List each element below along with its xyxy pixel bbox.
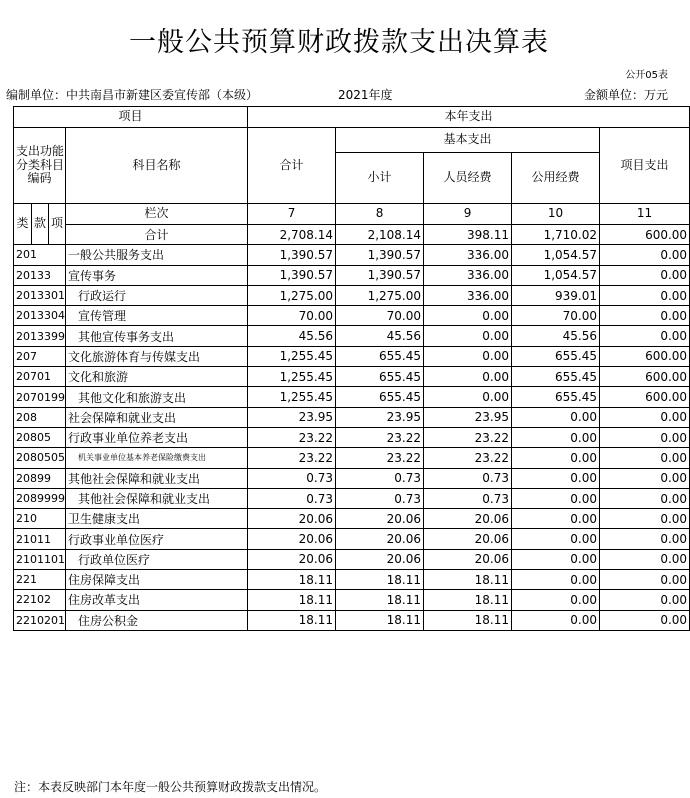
row-value: 20.06 (336, 509, 424, 529)
row-value: 0.00 (512, 509, 600, 529)
row-value: 0.73 (248, 468, 336, 488)
row-value: 0.00 (600, 265, 690, 285)
row-value: 0.00 (424, 387, 512, 407)
row-value: 1,054.57 (512, 265, 600, 285)
page-title: 一般公共预算财政拨款支出决算表 (129, 27, 549, 58)
row-value: 70.00 (248, 306, 336, 326)
header-project-exp: 项目支出 (600, 128, 690, 204)
meta-bar (6, 86, 668, 104)
row-value: 23.22 (248, 427, 336, 447)
row-code: 207 (14, 346, 66, 366)
total-row (14, 225, 690, 245)
row-value: 23.22 (424, 448, 512, 468)
row-code: 20899 (14, 468, 66, 488)
row-value: 0.73 (424, 468, 512, 488)
row-value: 0.00 (512, 488, 600, 508)
row-value: 0.00 (512, 468, 600, 488)
row-value: 23.22 (336, 448, 424, 468)
row-value: 655.45 (512, 367, 600, 387)
row-name: 一般公共服务支出 (66, 245, 248, 265)
row-value: 939.01 (512, 285, 600, 305)
row-value: 0.00 (600, 326, 690, 346)
row-value: 0.00 (512, 427, 600, 447)
row-value: 0.00 (600, 610, 690, 630)
row-value: 336.00 (424, 245, 512, 265)
row-value: 655.45 (336, 387, 424, 407)
row-value: 336.00 (424, 265, 512, 285)
row-value: 20.06 (248, 509, 336, 529)
row-name: 行政单位医疗 (66, 549, 248, 569)
row-name: 行政事业单位医疗 (66, 529, 248, 549)
row-name: 行政运行 (66, 285, 248, 305)
row-value: 18.11 (424, 610, 512, 630)
total-value: 1,710.02 (512, 225, 600, 245)
row-value: 1,275.00 (248, 285, 336, 305)
table-row (14, 590, 690, 610)
row-value: 0.73 (336, 468, 424, 488)
row-value: 0.00 (600, 245, 690, 265)
row-value: 0.00 (600, 468, 690, 488)
row-value: 600.00 (600, 367, 690, 387)
row-value: 18.11 (424, 570, 512, 590)
header-func-code-line: 编码 (27, 171, 52, 186)
total-value: 398.11 (424, 225, 512, 245)
money-unit: 金额单位：万元 (583, 88, 668, 102)
table-row (14, 448, 690, 468)
row-name: 卫生健康支出 (66, 509, 248, 529)
row-value: 70.00 (336, 306, 424, 326)
total-value: 2,708.14 (248, 225, 336, 245)
fiscal-year: 2021年度 (338, 88, 393, 102)
row-code: 22102 (14, 590, 66, 610)
row-code: 2013304 (14, 306, 66, 326)
row-code: 2080505 (14, 448, 66, 468)
table-row (14, 367, 690, 387)
row-value: 1,390.57 (336, 245, 424, 265)
header-func-code-line: 支出功能 (16, 143, 65, 158)
row-value: 0.00 (512, 448, 600, 468)
row-code: 2013399 (14, 326, 66, 346)
row-value: 0.00 (600, 285, 690, 305)
expenditure-table (13, 106, 690, 631)
row-value: 20.06 (248, 529, 336, 549)
total-value: 2,108.14 (336, 225, 424, 245)
row-value: 0.00 (424, 367, 512, 387)
table-row (14, 326, 690, 346)
col-number: 9 (424, 204, 512, 225)
header-current-year: 本年支出 (248, 107, 690, 128)
row-code: 221 (14, 570, 66, 590)
row-value: 23.95 (248, 407, 336, 427)
row-value: 0.00 (424, 326, 512, 346)
row-value: 600.00 (600, 346, 690, 366)
header-func-code (14, 128, 66, 204)
row-value: 18.11 (248, 610, 336, 630)
header-column-no: 栏次 (66, 204, 248, 225)
row-name: 文化旅游体育与传媒支出 (66, 346, 248, 366)
total-value: 600.00 (600, 225, 690, 245)
row-name: 住房公积金 (66, 610, 248, 630)
row-code: 20805 (14, 427, 66, 447)
row-code: 2089999 (14, 488, 66, 508)
table-row (14, 285, 690, 305)
row-value: 23.95 (424, 407, 512, 427)
row-value: 18.11 (336, 590, 424, 610)
row-value: 20.06 (424, 549, 512, 569)
header-lei: 类 (14, 204, 32, 245)
row-code: 20133 (14, 265, 66, 285)
row-code: 2013301 (14, 285, 66, 305)
table-row (14, 509, 690, 529)
col-number: 7 (248, 204, 336, 225)
header-subtotal: 小计 (336, 153, 424, 204)
row-name: 其他社会保障和就业支出 (66, 488, 248, 508)
row-code: 2101101 (14, 549, 66, 569)
row-value: 0.00 (600, 529, 690, 549)
form-number: 公开05表 (625, 70, 668, 81)
header-public: 公用经费 (512, 153, 600, 204)
row-value: 0.00 (600, 306, 690, 326)
row-name: 宣传事务 (66, 265, 248, 285)
row-value: 655.45 (336, 367, 424, 387)
row-code: 20701 (14, 367, 66, 387)
row-value: 45.56 (248, 326, 336, 346)
row-value: 23.22 (424, 427, 512, 447)
table-row (14, 346, 690, 366)
row-name: 其他宣传事务支出 (66, 326, 248, 346)
table-row (14, 529, 690, 549)
row-value: 20.06 (336, 549, 424, 569)
row-value: 655.45 (512, 346, 600, 366)
row-name: 住房保障支出 (66, 570, 248, 590)
row-value: 0.00 (600, 407, 690, 427)
col-number: 11 (600, 204, 690, 225)
row-value: 20.06 (424, 509, 512, 529)
row-value: 655.45 (336, 346, 424, 366)
row-value: 655.45 (512, 387, 600, 407)
row-code: 208 (14, 407, 66, 427)
row-name: 住房改革支出 (66, 590, 248, 610)
row-value: 1,275.00 (336, 285, 424, 305)
row-value: 45.56 (336, 326, 424, 346)
row-value: 18.11 (424, 590, 512, 610)
col-number: 8 (336, 204, 424, 225)
header-kuan: 款 (32, 204, 49, 245)
row-code: 2070199 (14, 387, 66, 407)
row-code: 2210201 (14, 610, 66, 630)
row-value: 0.73 (424, 488, 512, 508)
row-code: 201 (14, 245, 66, 265)
header-xiang: 项 (49, 204, 66, 245)
row-value: 1,255.45 (248, 367, 336, 387)
row-value: 23.22 (248, 448, 336, 468)
row-value: 45.56 (512, 326, 600, 346)
row-name: 文化和旅游 (66, 367, 248, 387)
table-row (14, 387, 690, 407)
header-subject-name: 科目名称 (66, 128, 248, 204)
row-value: 20.06 (336, 529, 424, 549)
row-name: 其他文化和旅游支出 (66, 387, 248, 407)
row-value: 0.00 (512, 529, 600, 549)
row-value: 1,390.57 (336, 265, 424, 285)
compiling-unit: 编制单位：中共南昌市新建区委宣传部（本级） (6, 88, 259, 102)
row-value: 0.00 (600, 549, 690, 569)
row-value: 18.11 (336, 610, 424, 630)
row-value: 0.73 (248, 488, 336, 508)
row-value: 0.00 (600, 488, 690, 508)
header-personnel: 人员经费 (424, 153, 512, 204)
row-value: 0.00 (512, 610, 600, 630)
row-value: 18.11 (248, 590, 336, 610)
row-value: 0.00 (600, 448, 690, 468)
footnote: 注：本表反映部门本年度一般公共预算财政拨款支出情况。 (14, 780, 327, 794)
row-value: 336.00 (424, 285, 512, 305)
row-value: 23.95 (336, 407, 424, 427)
table-row (14, 245, 690, 265)
row-name: 宣传管理 (66, 306, 248, 326)
header-total: 合计 (248, 128, 336, 204)
table-row (14, 570, 690, 590)
table-row (14, 306, 690, 326)
row-value: 18.11 (336, 570, 424, 590)
row-value: 600.00 (600, 387, 690, 407)
table-row (14, 468, 690, 488)
table-row (14, 610, 690, 630)
row-value: 1,255.45 (248, 387, 336, 407)
row-value: 1,255.45 (248, 346, 336, 366)
row-name: 社会保障和就业支出 (66, 407, 248, 427)
header-func-code-line: 分类科目 (16, 157, 65, 172)
table-row (14, 549, 690, 569)
table-row (14, 427, 690, 447)
table-row (14, 265, 690, 285)
row-name: 行政事业单位养老支出 (66, 427, 248, 447)
row-value: 23.22 (336, 427, 424, 447)
row-code: 21011 (14, 529, 66, 549)
row-value: 0.00 (512, 549, 600, 569)
row-value: 70.00 (512, 306, 600, 326)
row-code: 210 (14, 509, 66, 529)
row-value: 1,390.57 (248, 265, 336, 285)
row-value: 0.00 (512, 407, 600, 427)
col-number: 10 (512, 204, 600, 225)
row-value: 0.00 (424, 306, 512, 326)
header-project: 项目 (14, 107, 248, 128)
row-value: 1,390.57 (248, 245, 336, 265)
row-value: 20.06 (248, 549, 336, 569)
row-value: 0.00 (600, 590, 690, 610)
table-row (14, 407, 690, 427)
row-value: 0.00 (600, 570, 690, 590)
row-value: 0.00 (600, 509, 690, 529)
row-value: 0.73 (336, 488, 424, 508)
row-value: 20.06 (424, 529, 512, 549)
row-value: 0.00 (600, 427, 690, 447)
header-basic: 基本支出 (336, 128, 600, 153)
row-name: 机关事业单位基本养老保险缴费支出 (66, 448, 248, 468)
row-value: 1,054.57 (512, 245, 600, 265)
table-row (14, 488, 690, 508)
total-label: 合计 (66, 225, 248, 245)
row-value: 0.00 (424, 346, 512, 366)
row-name: 其他社会保障和就业支出 (66, 468, 248, 488)
row-value: 18.11 (248, 570, 336, 590)
row-value: 0.00 (512, 570, 600, 590)
row-value: 0.00 (512, 590, 600, 610)
